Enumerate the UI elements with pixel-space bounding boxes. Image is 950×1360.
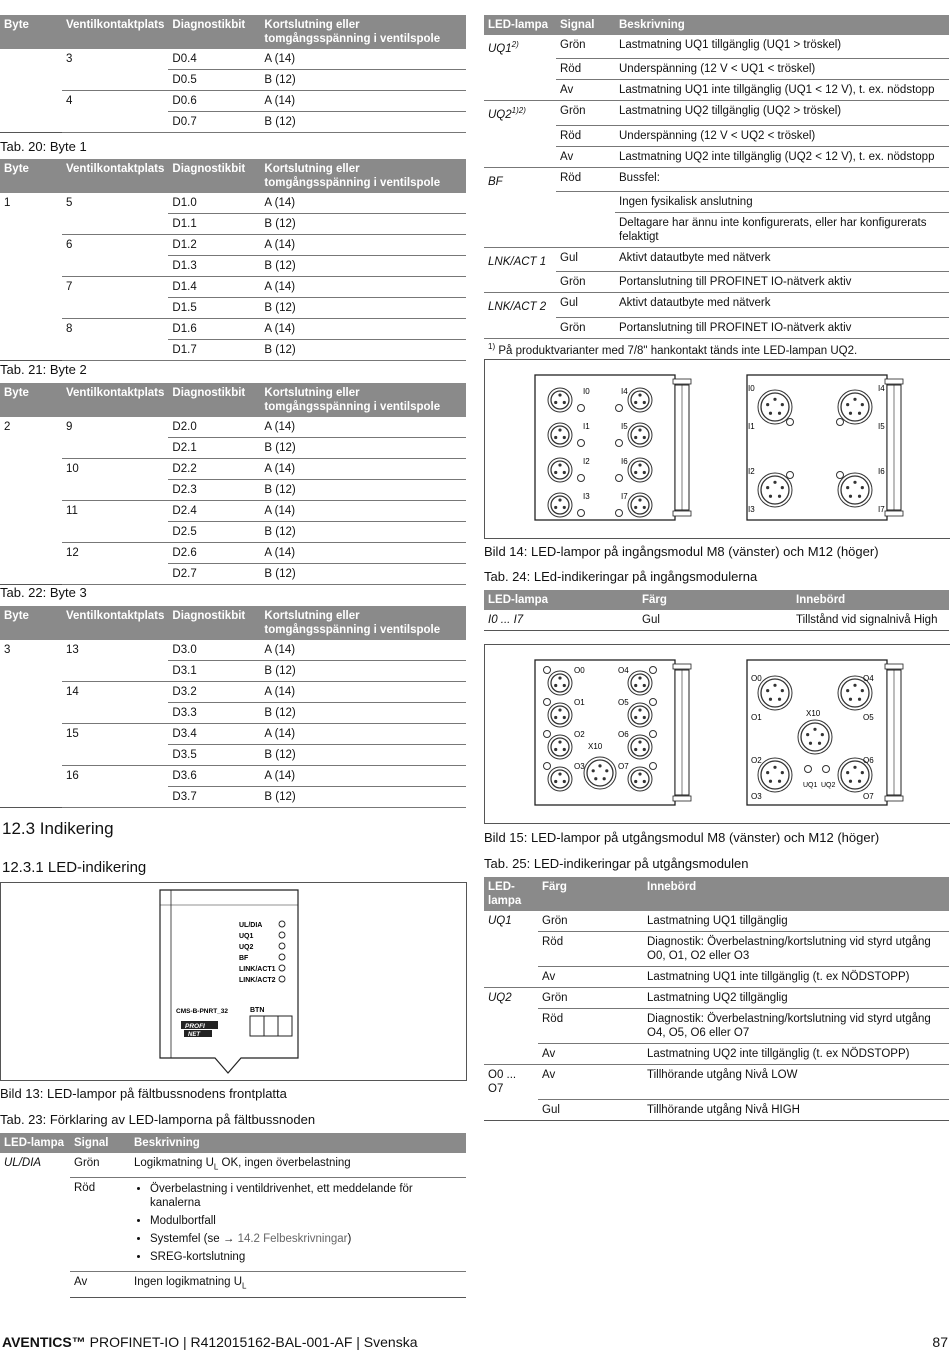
byte-cell: B (12) <box>260 112 466 133</box>
byte-cell: D1.4 <box>168 277 260 298</box>
byte-cell: D3.5 <box>168 745 260 766</box>
connector-label: I1 <box>583 422 590 431</box>
byte-cell: D1.5 <box>168 298 260 319</box>
byte-cell <box>0 438 62 459</box>
connector-label: O7 <box>863 792 874 801</box>
tab25 <box>484 877 949 1121</box>
connector-label: I5 <box>621 422 628 431</box>
byte-cell: B (12) <box>260 438 466 459</box>
byte-cell: 7 <box>66 281 73 293</box>
byte-header: Kortslutning eller tomgångsspänning i ventilspole <box>260 159 466 193</box>
connector-label: X10 <box>588 742 603 751</box>
svg-text:UQ1: UQ1 <box>239 933 254 940</box>
tab23-green-desc: Logikmatning $U_L$ OK, ingen överbelastning <box>130 1153 466 1178</box>
led-name: BF <box>488 175 503 188</box>
svg-text:BF: BF <box>239 955 249 962</box>
led-table-fieldbus <box>484 15 949 377</box>
led-name: LNK/ACT 2 <box>488 301 547 314</box>
page-number: 87 <box>932 1334 948 1350</box>
byte-cell: D2.6 <box>168 543 260 564</box>
connector-label: I6 <box>878 467 885 476</box>
byte-cell <box>0 703 62 724</box>
connector-label: I3 <box>748 505 755 514</box>
fig13-caption: Bild 13: LED-lampor på fältbussnodens frontplatta <box>0 1086 287 1101</box>
byte-cell: D2.5 <box>168 522 260 543</box>
led-desc: Bussfel: <box>615 167 949 191</box>
byte-header: Ventilkontaktplats <box>62 15 168 49</box>
byte-table-0 <box>0 15 466 133</box>
byte-cell: D3.2 <box>168 682 260 703</box>
tab25-header-meaning: Innebörd <box>643 877 949 911</box>
tab23-header-led: LED-lampa <box>0 1133 70 1153</box>
link-felbeskrivningar[interactable]: 14.2 Felbeskrivningar <box>237 1233 348 1246</box>
led-signal <box>556 212 615 247</box>
connector-label: O6 <box>863 756 874 765</box>
tab22-caption: Tab. 22: Byte 3 <box>0 585 87 600</box>
led-name <box>484 146 556 167</box>
tab25-led <box>484 967 538 988</box>
byte-cell: D1.1 <box>168 214 260 235</box>
byte-cell: B (12) <box>260 298 466 319</box>
tab24-header-meaning: Innebörd <box>792 590 949 610</box>
byte-cell: A (14) <box>260 543 466 564</box>
byte-cell: D0.4 <box>168 49 260 70</box>
tab25-header-color: Färg <box>538 877 643 911</box>
tab23 <box>0 1133 466 1298</box>
byte-cell: B (12) <box>260 703 466 724</box>
output-module-drawing <box>485 645 950 823</box>
tab23-header-signal: Signal <box>70 1133 130 1153</box>
byte-cell <box>0 459 62 480</box>
byte-cell: A (14) <box>260 417 466 438</box>
tab24 <box>484 590 949 631</box>
svg-text:LINK/ACT2: LINK/ACT2 <box>239 977 276 984</box>
byte-cell: 2 <box>4 421 11 433</box>
byte-cell <box>0 766 62 787</box>
led-desc: Lastmatning UQ2 tillgänglig (UQ2 > tröskel) <box>615 101 949 125</box>
m8-output-module <box>535 660 691 805</box>
byte-header: Kortslutning eller tomgångsspänning i ventilspole <box>260 383 466 417</box>
connector-label: O6 <box>618 730 629 739</box>
led-name <box>484 125 556 146</box>
byte-cell <box>0 214 62 235</box>
byte-cell <box>62 564 168 585</box>
byte-header: Kortslutning eller tomgångsspänning i ventilspole <box>260 15 466 49</box>
led-signal: Av <box>556 80 615 101</box>
led-name: LNK/ACT 1 <box>488 255 547 268</box>
section-heading: 12.3 Indikering <box>2 819 114 838</box>
byte-cell <box>0 682 62 703</box>
byte-cell: D3.0 <box>168 640 260 661</box>
tab25-meaning: Tillhörande utgång Nivå HIGH <box>643 1099 949 1120</box>
tab23-red-signal: Röd <box>70 1178 130 1272</box>
fig13-frame <box>0 882 467 1081</box>
byte-cell <box>0 787 62 808</box>
byte-header: Diagnostikbit <box>168 383 260 417</box>
byte-cell: 4 <box>66 95 73 107</box>
byte-cell: D0.6 <box>168 91 260 112</box>
byte-cell: 5 <box>66 197 73 209</box>
tab23-header-desc: Beskrivning <box>130 1133 466 1153</box>
byte-cell: B (12) <box>260 564 466 585</box>
tab23-green-signal: Grön <box>70 1153 130 1178</box>
byte-cell <box>0 661 62 682</box>
byte-cell: D1.3 <box>168 256 260 277</box>
connector-label: O4 <box>863 674 874 683</box>
svg-text:LINK/ACT1: LINK/ACT1 <box>239 966 276 973</box>
byte-cell: 15 <box>66 728 79 740</box>
byte-cell: 8 <box>66 323 73 335</box>
led-name <box>484 191 556 212</box>
byte-cell: A (14) <box>260 640 466 661</box>
byte-header: Byte <box>0 159 62 193</box>
connector-label: I2 <box>583 457 590 466</box>
byte-cell: D0.7 <box>168 112 260 133</box>
byte-header: Ventilkontaktplats <box>62 383 168 417</box>
byte-cell <box>0 277 62 298</box>
byte-cell <box>0 49 62 70</box>
input-module-drawing <box>485 360 950 538</box>
byte-cell <box>0 745 62 766</box>
tab25-color: Av <box>538 1044 643 1065</box>
byte-cell: B (12) <box>260 787 466 808</box>
connector-label: O1 <box>751 713 762 722</box>
connector-label: O2 <box>751 756 762 765</box>
byte-cell: B (12) <box>260 480 466 501</box>
byte-cell: D2.1 <box>168 438 260 459</box>
fig14-frame <box>484 359 950 539</box>
led-signal: Grön <box>556 317 615 338</box>
byte-cell <box>62 256 168 277</box>
led-desc: Lastmatning UQ1 inte tillgänglig (UQ1 < 12 V), t. ex. nödstopp <box>615 80 949 101</box>
svg-text:UL/DIA: UL/DIA <box>239 922 263 929</box>
byte-cell: D3.3 <box>168 703 260 724</box>
byte-cell: D2.2 <box>168 459 260 480</box>
connector-label: I7 <box>621 492 628 501</box>
byte-cell <box>0 91 62 112</box>
led-name <box>484 80 556 101</box>
led-name: $UQ2^{1)2)}$ <box>488 106 526 122</box>
tab21-caption: Tab. 21: Byte 2 <box>0 362 87 377</box>
connector-label: I0 <box>583 387 590 396</box>
byte-cell: A (14) <box>260 319 466 340</box>
byte-header: Kortslutning eller tomgångsspänning i ventilspole <box>260 606 466 640</box>
byte-cell <box>0 298 62 319</box>
tab25-header-led: LED-lampa <box>484 877 538 911</box>
footnote-1: $^{1)}$ På produktvarianter med 7/8" hankontakt tänds inte LED-lampan UQ2. <box>488 341 858 357</box>
byte-header: Ventilkontaktplats <box>62 606 168 640</box>
connector-label: I2 <box>748 467 755 476</box>
byte-cell: A (14) <box>260 682 466 703</box>
byte-cell <box>62 214 168 235</box>
byte-cell: D1.2 <box>168 235 260 256</box>
tab25-meaning: Tillhörande utgång Nivå LOW <box>643 1065 949 1100</box>
led-desc: Lastmatning UQ2 inte tillgänglig (UQ2 < 12 V), t. ex. nödstopp <box>615 146 949 167</box>
led-desc: Portanslutning till PROFINET IO-nätverk aktiv <box>615 272 949 293</box>
led-signal: Röd <box>556 59 615 80</box>
subsection-heading: 12.3.1 LED-indikering <box>2 859 147 876</box>
byte-cell <box>62 703 168 724</box>
led-desc: Underspänning (12 V < UQ1 < tröskel) <box>615 59 949 80</box>
tab23-caption: Tab. 23: Förklaring av LED-lamporna på fältbussnoden <box>0 1112 316 1127</box>
byte-cell: D2.4 <box>168 501 260 522</box>
tab23-led: UL/DIA <box>4 1157 42 1169</box>
led-name <box>484 317 556 338</box>
byte-cell <box>62 70 168 91</box>
byte-cell: B (12) <box>260 661 466 682</box>
tab25-meaning: Lastmatning UQ2 tillgänglig <box>643 988 949 1009</box>
byte-cell <box>0 319 62 340</box>
byte-table-1 <box>0 159 466 361</box>
tab25-color: Grön <box>538 911 643 932</box>
byte-cell: B (12) <box>260 522 466 543</box>
connector-label: O3 <box>751 792 762 801</box>
connector-label: O3 <box>574 762 585 771</box>
connector-label: I7 <box>878 505 885 514</box>
byte-cell: D3.1 <box>168 661 260 682</box>
tab25-led <box>484 932 538 967</box>
byte-cell: A (14) <box>260 459 466 480</box>
signal-header: Signal <box>556 15 615 35</box>
byte-cell: A (14) <box>260 277 466 298</box>
byte-table-3 <box>0 606 466 808</box>
connector-label: I4 <box>621 387 628 396</box>
byte-cell <box>0 112 62 133</box>
led-signal: Gul <box>556 293 615 317</box>
byte-cell: 3 <box>4 644 11 656</box>
connector-label: O0 <box>751 674 762 683</box>
led-signal: Grön <box>556 101 615 125</box>
byte-cell: A (14) <box>260 91 466 112</box>
byte-cell <box>62 340 168 361</box>
connector-label: O2 <box>574 730 585 739</box>
tab24-caption: Tab. 24: LEd-indikeringar på ingångsmodulerna <box>484 569 758 584</box>
led-desc: Underspänning (12 V < UQ2 < tröskel) <box>615 125 949 146</box>
byte-cell <box>62 522 168 543</box>
byte-cell: A (14) <box>260 193 466 214</box>
byte-cell <box>0 501 62 522</box>
byte-cell: D3.6 <box>168 766 260 787</box>
btn-label: BTN <box>250 1007 265 1014</box>
byte-cell: A (14) <box>260 766 466 787</box>
byte-cell <box>0 256 62 277</box>
led-desc: Lastmatning UQ1 tillgänglig (UQ1 > tröskel) <box>615 35 949 59</box>
tab23-off-desc: Ingen logikmatning $U_L$ <box>130 1272 466 1297</box>
byte-cell <box>0 724 62 745</box>
tab24-header-color: Färg <box>638 590 792 610</box>
tab23-off-signal: Av <box>70 1272 130 1297</box>
connector-label: O7 <box>618 762 629 771</box>
led-signal: Grön <box>556 35 615 59</box>
byte-cell <box>62 480 168 501</box>
byte-cell <box>0 522 62 543</box>
led-signal: Röd <box>556 167 615 191</box>
led-signal: Av <box>556 146 615 167</box>
byte-cell <box>62 661 168 682</box>
byte-cell: B (12) <box>260 745 466 766</box>
connector-label: I1 <box>748 422 755 431</box>
tab25-color: Röd <box>538 1009 643 1044</box>
led-signal: Röd <box>556 125 615 146</box>
byte-cell: A (14) <box>260 501 466 522</box>
led-desc: Aktivt datautbyte med nätverk <box>615 293 949 317</box>
tab23-red-desc: • Överbelastning i ventildrivenhet, ett meddelande för kanalerna • Modulbortfall • Systemfel (se → 14.2 Felbeskrivningar) • SREG-kortslutning <box>130 1178 466 1272</box>
tab25-meaning: Lastmatning UQ2 inte tillgänglig (t. ex NÖDSTOPP) <box>643 1044 949 1065</box>
led-name <box>484 59 556 80</box>
connector-label: I3 <box>583 492 590 501</box>
byte-header: Byte <box>0 606 62 640</box>
tab25-meaning: Lastmatning UQ1 tillgänglig <box>643 911 949 932</box>
byte-cell <box>62 438 168 459</box>
led-signal: Gul <box>556 247 615 271</box>
byte-cell: 6 <box>66 239 73 251</box>
byte-cell: D2.0 <box>168 417 260 438</box>
byte-cell: B (12) <box>260 70 466 91</box>
connector-label: O5 <box>863 713 874 722</box>
tab25-led: UQ1 <box>488 915 512 927</box>
byte-cell <box>0 70 62 91</box>
connector-label: UQ1 <box>803 782 818 789</box>
tab25-meaning: Lastmatning UQ1 inte tillgänglig (t. ex NÖDSTOPP) <box>643 967 949 988</box>
connector-label: I4 <box>878 384 885 393</box>
m12-input-module <box>747 375 903 520</box>
byte-cell: D3.7 <box>168 787 260 808</box>
byte-cell: 3 <box>66 53 73 65</box>
tab25-led: O0 ... O7 <box>488 1069 517 1095</box>
byte-cell: D0.5 <box>168 70 260 91</box>
byte-cell <box>0 235 62 256</box>
led-desc: Ingen fysikalisk anslutning <box>615 191 949 212</box>
led-name <box>484 212 556 247</box>
byte-cell: 12 <box>66 547 79 559</box>
byte-cell: B (12) <box>260 340 466 361</box>
byte-header: Diagnostikbit <box>168 15 260 49</box>
tab24-color: Gul <box>638 610 792 631</box>
byte-cell: 13 <box>66 644 79 656</box>
byte-cell: D2.7 <box>168 564 260 585</box>
tab25-meaning: Diagnostik: Överbelastning/kortslutning vid styrd utgång O4, O5, O6 eller O7 <box>643 1009 949 1044</box>
connector-label: X10 <box>806 709 821 718</box>
byte-cell: D3.4 <box>168 724 260 745</box>
byte-table-2 <box>0 383 466 585</box>
byte-cell: B (12) <box>260 214 466 235</box>
fieldbus-front-panel-drawing <box>1 883 466 1080</box>
connector-label: O1 <box>574 698 585 707</box>
connector-label: UQ2 <box>821 782 836 789</box>
tab25-led <box>484 1099 538 1120</box>
byte-header: Ventilkontaktplats <box>62 159 168 193</box>
tab25-color: Av <box>538 1065 643 1100</box>
byte-cell <box>0 543 62 564</box>
byte-cell: A (14) <box>260 724 466 745</box>
byte-header: Byte <box>0 15 62 49</box>
byte-cell <box>0 340 62 361</box>
byte-cell: D1.6 <box>168 319 260 340</box>
led-header: LED-lampa <box>484 15 556 35</box>
svg-text:UQ2: UQ2 <box>239 944 254 951</box>
tab25-led <box>484 1044 538 1065</box>
svg-text:PROFI: PROFI <box>185 1023 205 1030</box>
byte-cell: A (14) <box>260 235 466 256</box>
m8-input-module <box>535 375 691 520</box>
byte-cell <box>62 298 168 319</box>
tab25-led <box>484 1009 538 1044</box>
connector-label: I5 <box>878 422 885 431</box>
led-desc: Aktivt datautbyte med nätverk <box>615 247 949 271</box>
led-signal: Grön <box>556 272 615 293</box>
tab25-color: Av <box>538 967 643 988</box>
byte-cell: 11 <box>66 505 78 517</box>
connector-label: I0 <box>748 384 755 393</box>
led-name: UQ1$^{2)}$ <box>488 40 519 55</box>
led-desc: Portanslutning till PROFINET IO-nätverk aktiv <box>615 317 949 338</box>
m12-output-module <box>747 660 903 805</box>
byte-header: Diagnostikbit <box>168 159 260 193</box>
led-desc: Deltagare har ännu inte konfigurerats, eller har konfigurerats felaktigt <box>615 212 949 247</box>
byte-cell: D1.0 <box>168 193 260 214</box>
byte-header: Diagnostikbit <box>168 606 260 640</box>
byte-header: Byte <box>0 383 62 417</box>
byte-cell: 14 <box>66 686 79 698</box>
byte-cell <box>62 787 168 808</box>
tab25-caption: Tab. 25: LED-indikeringar på utgångsmodulen <box>484 856 749 871</box>
connector-label: O5 <box>618 698 629 707</box>
fig15-frame <box>484 644 950 824</box>
connector-label: O4 <box>618 666 629 675</box>
tab24-led: I0 ... I7 <box>484 610 638 631</box>
tab24-header-led: LED-lampa <box>484 590 638 610</box>
tab25-led: UQ2 <box>488 992 512 1004</box>
tab25-meaning: Diagnostik: Överbelastning/kortslutning vid styrd utgång O0, O1, O2 eller O3 <box>643 932 949 967</box>
connector-label: O0 <box>574 666 585 675</box>
fig14-caption: Bild 14: LED-lampor på ingångsmodul M8 (vänster) och M12 (höger) <box>484 544 879 559</box>
led-signal <box>556 191 615 212</box>
led-name <box>484 272 556 293</box>
byte-cell: 10 <box>66 463 79 475</box>
byte-cell: 1 <box>4 197 11 209</box>
byte-cell <box>0 564 62 585</box>
svg-text:NET: NET <box>188 1032 200 1038</box>
tab20-caption: Tab. 20: Byte 1 <box>0 139 87 154</box>
tab25-color: Grön <box>538 988 643 1009</box>
byte-cell <box>62 112 168 133</box>
byte-cell: 16 <box>66 770 79 782</box>
fig15-caption: Bild 15: LED-lampor på utgångsmodul M8 (vänster) och M12 (höger) <box>484 830 880 845</box>
byte-cell: 9 <box>66 421 73 433</box>
tab25-color: Gul <box>538 1099 643 1120</box>
byte-cell: B (12) <box>260 256 466 277</box>
byte-cell <box>0 480 62 501</box>
tab24-meaning: Tillstånd vid signalnivå High <box>792 610 949 631</box>
byte-cell <box>62 745 168 766</box>
desc-header: Beskrivning <box>615 15 949 35</box>
byte-cell: A (14) <box>260 49 466 70</box>
connector-label: I6 <box>621 457 628 466</box>
tab25-color: Röd <box>538 932 643 967</box>
footer-doc-info: AVENTICS™ PROFINET-IO | R412015162-BAL-001-AF | Svenska <box>2 1334 418 1350</box>
byte-cell: D1.7 <box>168 340 260 361</box>
byte-cell: D2.3 <box>168 480 260 501</box>
model-label: CMS-B-PNRT_32 <box>176 1008 229 1015</box>
